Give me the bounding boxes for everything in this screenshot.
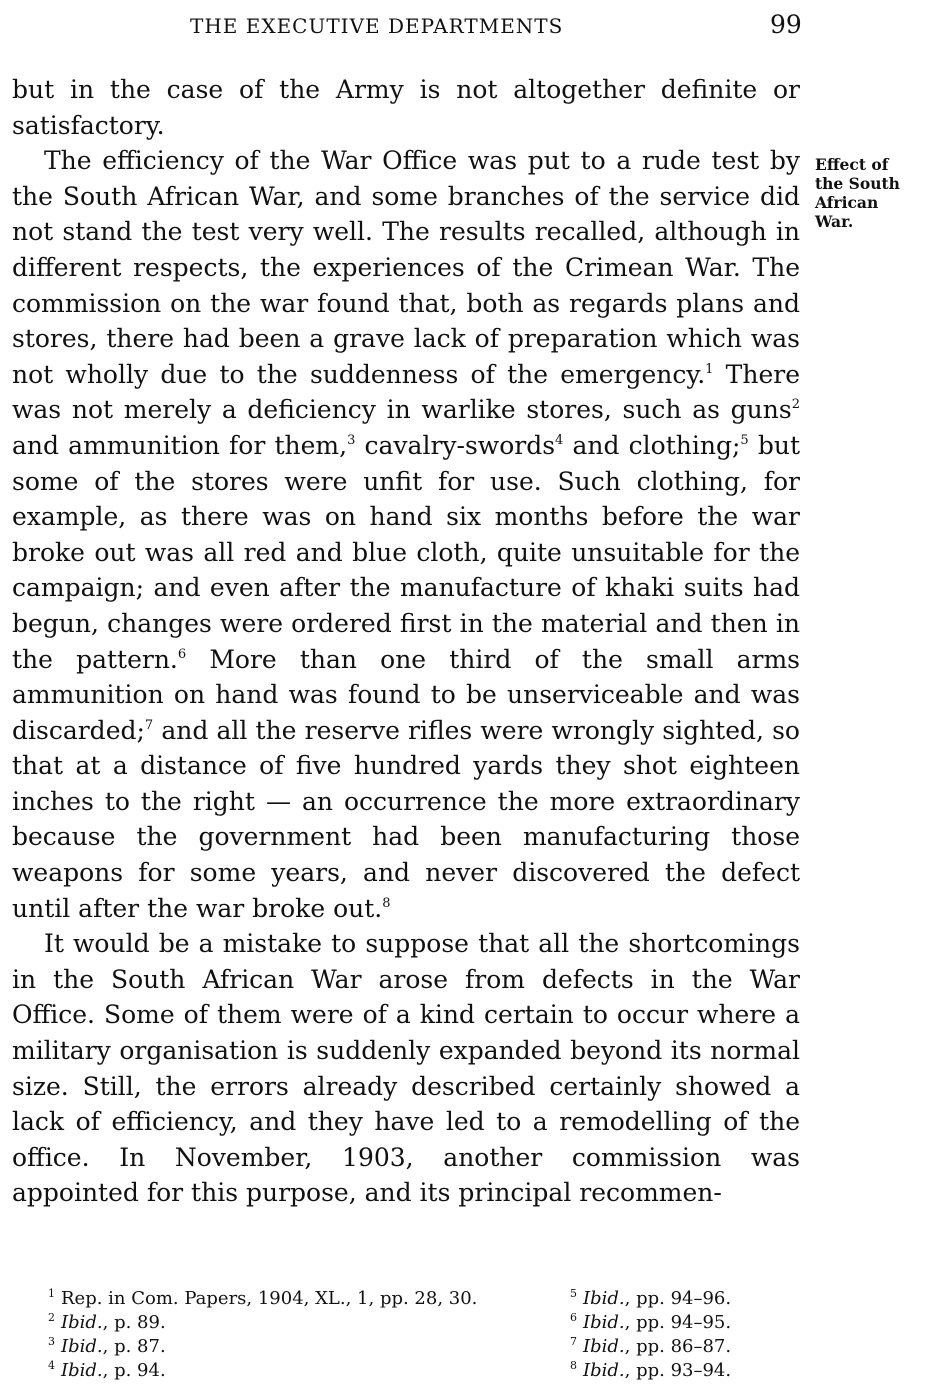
text-run: The efficiency of the War Office was put to a rude test by the South African War, and some branches of the service did not stand the test very well. The results recalled, although in different respects, the experiences of the Crimean War. The commission on the war found that, both as regards plans and stores, there had been a grave lack of preparation which was not wholly due to the suddenness of the emergency. [12,146,800,389]
footnote-ibid: Ibid. [583,1288,625,1309]
footnote-ibid: Ibid. [583,1336,625,1357]
margin-note-line: Effect of [815,155,889,174]
text-run: More than one third of the small arms ammunition on hand was found to be unserviceable and was discarded; [12,644,800,745]
footnote-reference: 1 [705,361,714,377]
footnotes-left-column [48,1288,477,1384]
paragraph [12,926,800,1211]
footnote-text: Rep. in Com. Papers, 1904, XL., 1, pp. 28, 30. [61,1288,478,1309]
footnotes-right-column [570,1288,731,1384]
running-title: THE EXECUTIVE DEPARTMENTS [190,14,564,38]
footnote-number: 5 [570,1287,577,1300]
footnote-reference: 8 [382,895,391,911]
text-run: cavalry-swords [355,430,556,460]
footnote-text: , p. 87. [102,1336,166,1357]
footnote-reference: 3 [347,432,356,448]
footnote-text: , pp. 86–87. [624,1336,732,1357]
text-run: It would be a mistake to suppose that all the shortcomings in the South African War arose from defects in the War Office. Some of them were of a kind certain to occur where a military organisation is suddenly expanded beyond its normal size. Still, the errors already described certainly showed a lack of efficiency, and they have led to a remodelling of the office. In November, 1903, another commission was appointed for this purpose, and its principal recommen- [12,929,800,1208]
footnote [570,1288,731,1312]
footnote-reference: 4 [555,432,564,448]
paragraph [12,72,800,143]
footnote-number: 3 [48,1335,55,1348]
body-text [12,72,800,1211]
footnote-number: 6 [570,1311,577,1324]
footnote-number: 4 [48,1359,55,1372]
footnote-reference: 5 [740,432,749,448]
footnote-text: , pp. 94–96. [624,1288,732,1309]
footnote-ibid: Ibid. [61,1360,103,1381]
footnote-reference: 7 [144,717,154,733]
text-run: but some of the stores were unfit for use. Such clothing, for example, as there was on hand six months before the war broke out was all red and blue cloth, quite unsuitable for the campaign; and even after the manufacture of khaki suits had begun, changes were ordered first in the material and then in the pattern. [12,430,800,674]
text-run: and all the reserve rifles were wrongly sighted, so that at a distance of five hundred yards they shot eighteen inches to the right — an occurrence the more extraordinary because the government had been manufacturing those weapons for some years, and never discovered the defect until after the war broke out. [12,715,800,923]
margin-note-line: African [815,193,879,212]
footnote [48,1336,477,1360]
footnote-text: , p. 94. [102,1360,166,1381]
footnote-ibid: Ibid. [61,1312,103,1333]
text-run: and clothing; [563,430,741,460]
footnote-text: , pp. 94–95. [624,1312,732,1333]
text-run: and ammunition for them, [12,430,348,460]
footnote-number: 8 [570,1359,577,1372]
footnote [48,1360,477,1384]
footnote [570,1312,731,1336]
footnote-ibid: Ibid. [583,1312,625,1333]
text-run: but in the case of the Army is not altogether definite or satisfactory. [12,75,800,140]
footnote-ibid: Ibid. [583,1360,625,1381]
footnote-reference: 2 [791,397,800,413]
paragraph [12,143,800,926]
footnote-number: 2 [48,1311,55,1324]
page-header [0,10,926,40]
text-run: There was not merely a deficiency in warlike stores, such as guns [12,359,800,425]
footnote [570,1360,731,1384]
footnote-number: 7 [570,1335,577,1348]
footnote-number: 1 [48,1287,55,1300]
footnote-text: , pp. 93–94. [624,1360,732,1381]
footnote [570,1336,731,1360]
margin-note-line: the South [815,174,900,193]
footnote-ibid: Ibid. [61,1336,103,1357]
footnote [48,1312,477,1336]
footnote-text: , p. 89. [102,1312,166,1333]
footnote [48,1288,477,1312]
page-number: 99 [770,10,802,39]
margin-note [815,155,925,231]
margin-note-line: War. [815,212,854,231]
footnote-reference: 6 [177,646,187,662]
